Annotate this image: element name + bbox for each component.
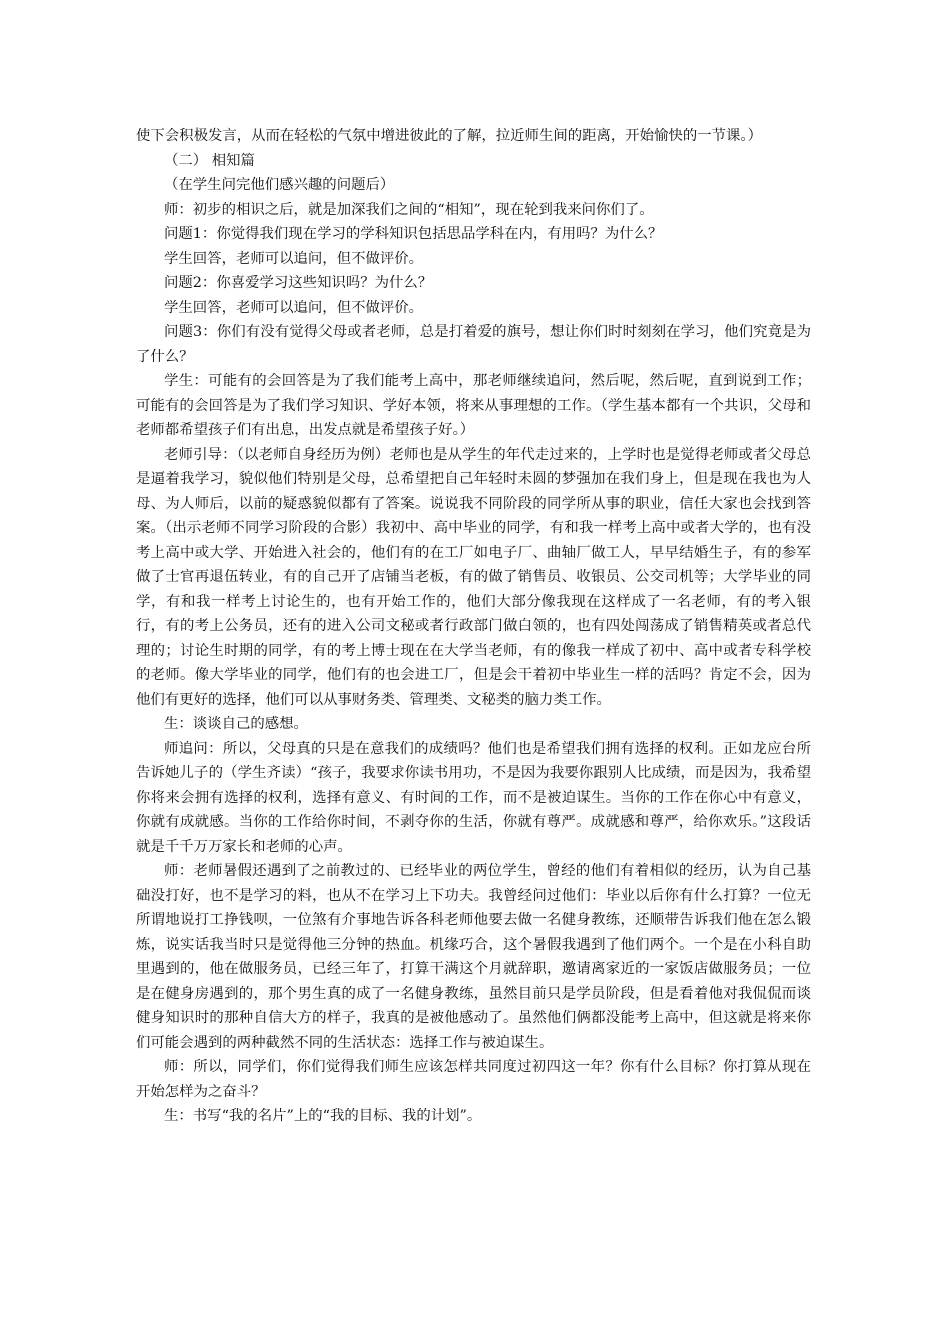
paragraph: 师：初步的相识之后，就是加深我们之间的“相知”，现在轮到我来问你们了。	[164, 201, 654, 218]
paragraph: 师：老师暑假还遇到了之前教过的、已经毕业的两位学生，曾经的他们有着相似的经历，认为自己基础没打好，也不是学习的料，也从不在学习上下功夫。我曾经问过他们：毕业以后你有什么打算？一位无所谓地说打工挣钱呗，一位煞有介事地告诉各科老师他要去做一名健身教练，还顺带告诉我们他在怎么锻炼，说实话我当时只是觉得他三分钟的热血。机缘巧合，这个暑假我遇到了他们两个。一个是在小科自助里遇到的，他在做服务员，已经三年了，打算干满这个月就辞职，邀请离家近的一家饭店做服务员；一位是在健身房遇到的，那个男生真的成了一名健身教练，虽然目前只是学员阶段，但是看着他对我侃侃而谈健身知识时的那种自信大方的样子，我真的是被他感动了。虽然他们俩都没能考上高中，但这就是将来你们可能会遇到的两种截然不同的生活状态：选择工作与被迫谋生。	[136, 863, 811, 1051]
paragraph: 学生回答，老师可以追问，但不做评价。	[164, 299, 424, 316]
paragraph: 生：书写“我的名片”上的“我的目标、我的计划”。	[164, 1108, 482, 1124]
paragraph: 老师引导：（以老师自身经历为例）老师也是从学生的年代走过来的，上学时也是觉得老师或者父母总是逼着我学习，貌似他们特别是父母，总希望把自己年轻时未圆的梦强加在我们身上，但是现在我也为人母、为人师后，以前的疑惑貌似都有了答案。说说我不同阶段的同学所从事的职业，信任大家也会找到答案。（出示老师不同学习阶段的合影）我初中、高中毕业的同学，有和我一样考上高中或者大学的，也有没考上高中或大学、开始进入社会的，他们有的在工厂如电子厂、曲轴厂做工人，早早结婚生子，有的参军做了士官再退伍转业，有的自己开了店铺当老板，有的做了销售员、收银员、公交司机等；大学毕业的同学，有和我一样考上讨论生的，也有开始工作的，他们大部分像我现在这样成了一名老师，有的考入银行，有的考上公务员，还有的进入公司文秘或者行政部门做白领的，也有四处闯荡成了销售精英或者总代理的；讨论生时期的同学，有的考上博士现在在大学当老师，有的像我一样成了初中、高中或者专科学校的老师。像大学毕业的同学，他们有的也会进工厂，但是会干着初中毕业生一样的活吗？肯定不会，因为他们有更好的选择，他们可以从事财务类、管理类、文秘类的脑力类工作。	[136, 446, 811, 708]
document-body	[136, 124, 811, 1129]
paragraph: 师追问：所以，父母真的只是在意我们的成绩吗？他们也是希望我们拥有选择的权利。正如龙应台所告诉她儿子的（学生齐读）“孩子，我要求你读书用功，不是因为我要你跟别人比成绩，而是因为，我希望你将来会拥有选择的权利，选择有意义、有时间的工作，而不是被迫谋生。当你的工作在你心中有意义，你就有成就感。当你的工作给你时间，不剥夺你的生活，你就有尊严。成就感和尊严，给你欢乐。”这段话就是千千万万家长和老师的心声。	[136, 740, 811, 855]
paragraph: 生：谈谈自己的感想。	[164, 716, 308, 732]
paragraph: 师：所以，同学们，你们觉得我们师生应该怎样共同度过初四这一年？你有什么目标？你打算从现在开始怎样为之奋斗？	[136, 1059, 811, 1100]
paragraph: 学生：可能有的会回答是为了我们能考上高中，那老师继续追问，然后呢，然后呢，直到说到工作；可能有的会回答是为了我们学习知识、学好本领，将来从事理想的工作。（学生基本都有一个共识，父母和老师都希望孩子们有出息，出发点就是希望孩子好。）	[136, 373, 811, 438]
question-2: 问题2：你喜爱学习这些知识吗？为什么？	[164, 275, 433, 291]
paragraph-continuation: 使下会积极发言，从而在轻松的气氛中增进彼此的了解，拉近师生间的距离，开始愉快的一节课。）	[136, 128, 762, 144]
paragraph: （在学生问完他们感兴趣的问题后）	[164, 177, 395, 193]
paragraph: 学生回答，老师可以追问，但不做评价。	[164, 250, 424, 267]
question-1: 问题1：你觉得我们现在学习的学科知识包括思品学科在内，有用吗？为什么？	[164, 226, 663, 242]
section-heading: （二） 相知篇	[164, 152, 255, 169]
question-3: 问题3：你们有没有觉得父母或者老师，总是打着爱的旗号，想让你们时时刻刻在学习，他们究竟是为了什么？	[136, 324, 811, 365]
